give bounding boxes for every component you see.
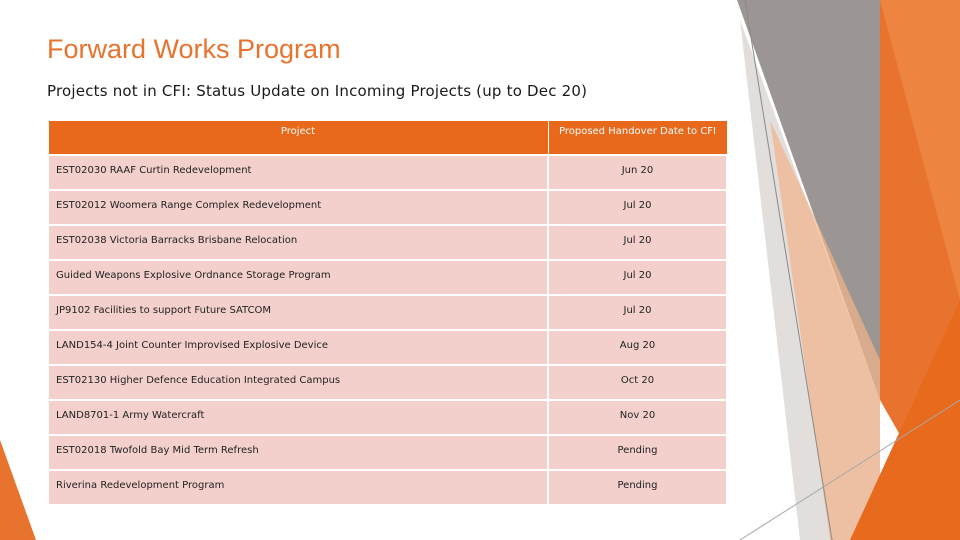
date-cell: Nov 20 — [548, 400, 727, 435]
project-cell: LAND154-4 Joint Counter Improvised Explosive Device — [48, 330, 548, 365]
table-row — [48, 295, 727, 330]
table-row — [48, 155, 727, 190]
projects-table — [47, 120, 728, 506]
project-cell: EST02030 RAAF Curtin Redevelopment — [48, 155, 548, 190]
table-row — [48, 435, 727, 470]
project-cell: EST02038 Victoria Barracks Brisbane Relocation — [48, 225, 548, 260]
table-row — [48, 330, 727, 365]
project-cell: Riverina Redevelopment Program — [48, 470, 548, 505]
table-row — [48, 470, 727, 505]
project-cell: EST02018 Twofold Bay Mid Term Refresh — [48, 435, 548, 470]
date-cell: Jul 20 — [548, 295, 727, 330]
project-cell: Guided Weapons Explosive Ordnance Storage Program — [48, 260, 548, 295]
date-cell: Jul 20 — [548, 225, 727, 260]
slide-title: Forward Works Program — [47, 34, 341, 64]
project-cell: JP9102 Facilities to support Future SATCOM — [48, 295, 548, 330]
slide-subtitle: Projects not in CFI: Status Update on Incoming Projects (up to Dec 20) — [47, 82, 588, 100]
date-cell: Jul 20 — [548, 260, 727, 295]
header-project: Project — [48, 121, 548, 155]
date-cell: Oct 20 — [548, 365, 727, 400]
project-cell: LAND8701-1 Army Watercraft — [48, 400, 548, 435]
table-row — [48, 190, 727, 225]
left-accent-triangle — [0, 440, 36, 540]
date-cell: Pending — [548, 470, 727, 505]
project-cell: EST02012 Woomera Range Complex Redevelopment — [48, 190, 548, 225]
table-row — [48, 400, 727, 435]
table-row — [48, 225, 727, 260]
table-row — [48, 260, 727, 295]
table-header-row — [48, 121, 727, 155]
project-cell: EST02130 Higher Defence Education Integrated Campus — [48, 365, 548, 400]
header-handover-date: Proposed Handover Date to CFI — [548, 121, 727, 155]
date-cell: Jun 20 — [548, 155, 727, 190]
table-row — [48, 365, 727, 400]
date-cell: Pending — [548, 435, 727, 470]
date-cell: Aug 20 — [548, 330, 727, 365]
date-cell: Jul 20 — [548, 190, 727, 225]
